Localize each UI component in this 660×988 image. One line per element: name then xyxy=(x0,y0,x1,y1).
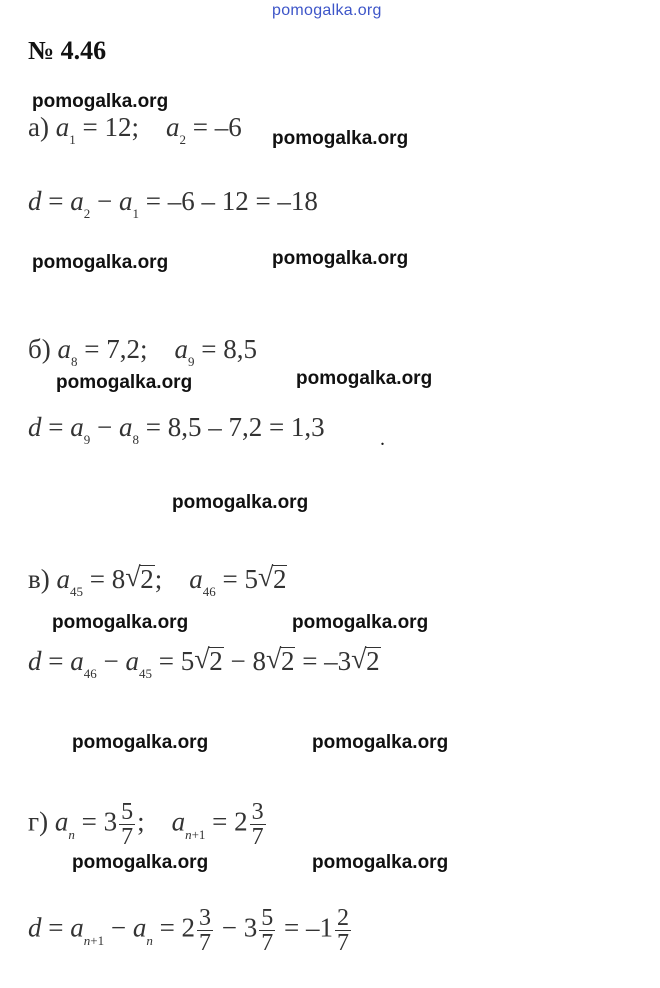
part-b-result: 8,5 – 7,2 = 1,3 xyxy=(167,412,325,442)
an1-whole: 2 xyxy=(181,912,196,943)
stray-dot: . xyxy=(380,428,385,450)
numerator: 5 xyxy=(261,905,274,931)
watermark: pomogalka.org xyxy=(56,372,193,393)
sqrt-arg: 2 xyxy=(209,646,223,676)
watermark: pomogalka.org xyxy=(72,732,209,753)
a46-coef: 5 xyxy=(244,564,258,594)
sqrt-symbol: √ 2 xyxy=(265,644,295,676)
result-whole: –1 xyxy=(306,912,334,943)
part-a-given: а) $a_1 = 12$; $a_2 = -6$ xyxy=(28,112,242,147)
fraction xyxy=(335,906,351,955)
denominator: 7 xyxy=(337,930,350,956)
coef-2: 8 xyxy=(252,646,266,676)
numerator: 3 xyxy=(199,905,212,931)
watermark: pomogalka.org xyxy=(312,852,449,873)
an-whole: 3 xyxy=(103,806,118,837)
sqrt-arg: 2 xyxy=(366,646,380,676)
part-v-given: в) $a_{45} = 8$ √ 2; $a_{46} = 5$ √ 2 xyxy=(28,562,287,599)
part-v-calc: $d = a_{46} - a_{45} = 5$ √ 2 − 8 √ 2 = –3 √ 2 xyxy=(28,644,380,681)
part-a-calc: $d = a_2 - a_1 = -6 - 12 = -18$ xyxy=(28,186,318,221)
denominator: 7 xyxy=(261,930,274,956)
fraction xyxy=(259,906,275,955)
part-a-label: а) xyxy=(28,112,49,142)
numerator: 2 xyxy=(337,905,350,931)
denominator: 7 xyxy=(199,930,212,956)
denominator: 7 xyxy=(121,824,134,850)
part-b-calc: $d = a_9 - a_8 = 8,5 - 7,2 = 1,3$ xyxy=(28,412,325,447)
sqrt-arg: 2 xyxy=(272,564,287,594)
denominator: 7 xyxy=(251,824,264,850)
fraction xyxy=(197,906,213,955)
part-b-given: б) $a_8 = 7,2$; $a_9 = 8,5$ xyxy=(28,334,257,369)
a8-value: 7,2 xyxy=(106,334,140,364)
watermark: pomogalka.org xyxy=(172,492,309,513)
sqrt-symbol: √ 2 xyxy=(194,644,223,676)
watermark: pomogalka.org xyxy=(32,91,169,112)
watermark: pomogalka.org xyxy=(272,248,409,269)
part-v-label: в) xyxy=(28,564,50,594)
a45-coef: 8 xyxy=(111,564,126,594)
numerator: 3 xyxy=(251,799,264,825)
sqrt-symbol: √ 2 xyxy=(351,644,380,676)
an1-whole: 2 xyxy=(234,806,248,837)
watermark: pomogalka.org xyxy=(312,732,449,753)
result-coef: –3 xyxy=(324,646,352,676)
part-g-given: г) $a_n = 3$ $\frac{5}{7}$ ; $a_{n+1} = 2$ $\frac{3}{7}$ xyxy=(28,799,264,850)
a2-value: –6 xyxy=(214,112,242,142)
header-watermark: pomogalka.org xyxy=(272,2,382,19)
coef-1: 5 xyxy=(180,646,195,676)
watermark: pomogalka.org xyxy=(292,612,429,633)
part-a-result: –6 – 12 = –18 xyxy=(167,186,318,216)
part-g-label: г) xyxy=(28,806,49,837)
fraction xyxy=(119,800,135,849)
sqrt-symbol: √ 2 xyxy=(125,562,154,594)
watermark: pomogalka.org xyxy=(52,612,189,633)
watermark: pomogalka.org xyxy=(296,368,433,389)
a9-value: 8,5 xyxy=(223,334,257,364)
sqrt-symbol: √ 2 xyxy=(257,562,287,594)
an-whole: 3 xyxy=(243,912,258,943)
sqrt-arg: 2 xyxy=(140,564,154,594)
a1-value: 12 xyxy=(104,112,132,142)
numerator: 5 xyxy=(121,799,134,825)
sqrt-arg: 2 xyxy=(280,646,295,676)
part-g-calc: $d = a_{n+1} - a_n = 2$ $\frac{3}{7}$ − 3 $\frac{5}{7}$ = –1 $\frac{2}{7}$ xyxy=(28,905,350,956)
part-b-label: б) xyxy=(28,334,51,364)
watermark: pomogalka.org xyxy=(32,252,169,273)
watermark: pomogalka.org xyxy=(72,852,209,873)
watermark: pomogalka.org xyxy=(272,128,409,149)
fraction xyxy=(250,800,266,849)
problem-title: № 4.46 xyxy=(28,36,107,65)
